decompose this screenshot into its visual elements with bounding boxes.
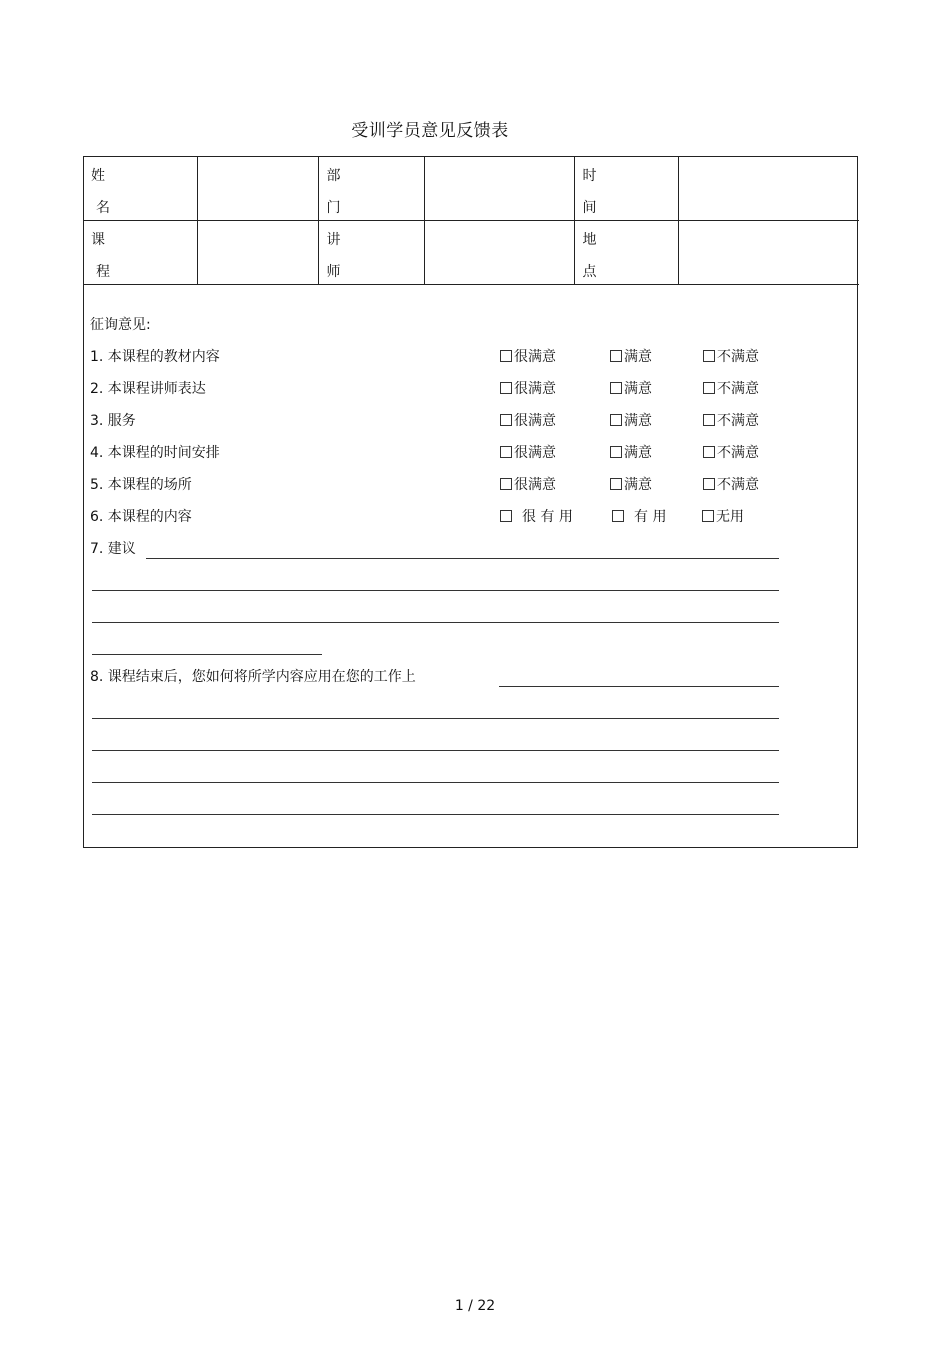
- question-8: 8. 课程结束后，您如何将所学内容应用在您的工作上: [90, 669, 416, 685]
- q6-option-useless[interactable]: 无用: [702, 507, 744, 527]
- label-course: 课 程: [84, 221, 197, 285]
- question-2: 2. 本课程讲师表达: [90, 381, 206, 397]
- suggestion-line-2[interactable]: [92, 590, 779, 591]
- application-line-3[interactable]: [92, 750, 779, 751]
- question-6: 6. 本课程的内容: [90, 509, 192, 525]
- application-line-1[interactable]: [499, 686, 779, 687]
- label-lecturer: 讲 师: [318, 221, 424, 285]
- checkbox-icon[interactable]: [610, 382, 622, 394]
- question-4: 4. 本课程的时间安排: [90, 445, 220, 461]
- checkbox-icon[interactable]: [610, 350, 622, 362]
- checkbox-icon[interactable]: [703, 382, 715, 394]
- q6-option-very-useful[interactable]: 很 有 用: [500, 507, 573, 527]
- field-course[interactable]: [197, 221, 318, 285]
- application-line-2[interactable]: [92, 718, 779, 719]
- label-department: 部 门: [318, 157, 424, 221]
- q3-option-very-satisfied[interactable]: 很满意: [500, 411, 556, 431]
- checkbox-icon[interactable]: [703, 350, 715, 362]
- checkbox-icon[interactable]: [612, 510, 624, 522]
- info-row-2: [84, 221, 859, 285]
- suggestion-line-4[interactable]: [92, 654, 322, 655]
- field-name[interactable]: [197, 157, 318, 221]
- field-department[interactable]: [424, 157, 574, 221]
- checkbox-icon[interactable]: [702, 510, 714, 522]
- checkbox-icon[interactable]: [500, 478, 512, 490]
- application-line-4[interactable]: [92, 782, 779, 783]
- checkbox-icon[interactable]: [500, 382, 512, 394]
- label-name: 姓 名: [84, 157, 197, 221]
- q2-option-very-satisfied[interactable]: 很满意: [500, 379, 556, 399]
- label-time: 时 间: [574, 157, 678, 221]
- checkbox-icon[interactable]: [500, 446, 512, 458]
- q1-option-unsatisfied[interactable]: 不满意: [703, 347, 759, 367]
- field-location[interactable]: [678, 221, 859, 285]
- application-line-5[interactable]: [92, 814, 779, 815]
- checkbox-icon[interactable]: [610, 478, 622, 490]
- checkbox-icon[interactable]: [500, 510, 512, 522]
- field-lecturer[interactable]: [424, 221, 574, 285]
- checkbox-icon[interactable]: [500, 350, 512, 362]
- checkbox-icon[interactable]: [610, 446, 622, 458]
- q3-option-unsatisfied[interactable]: 不满意: [703, 411, 759, 431]
- suggestion-line-3[interactable]: [92, 622, 779, 623]
- checkbox-icon[interactable]: [703, 478, 715, 490]
- q2-option-unsatisfied[interactable]: 不满意: [703, 379, 759, 399]
- info-row-1: [84, 157, 859, 221]
- q3-option-satisfied[interactable]: 满意: [610, 411, 652, 431]
- checkbox-icon[interactable]: [500, 414, 512, 426]
- checkbox-icon[interactable]: [703, 446, 715, 458]
- q4-option-unsatisfied[interactable]: 不满意: [703, 443, 759, 463]
- feedback-form: [83, 156, 858, 848]
- q2-option-satisfied[interactable]: 满意: [610, 379, 652, 399]
- q5-option-unsatisfied[interactable]: 不满意: [703, 475, 759, 495]
- form-title: 受训学员意见反馈表: [351, 121, 509, 141]
- question-1: 1. 本课程的教材内容: [90, 349, 220, 365]
- q5-option-satisfied[interactable]: 满意: [610, 475, 652, 495]
- checkbox-icon[interactable]: [610, 414, 622, 426]
- checkbox-icon[interactable]: [703, 414, 715, 426]
- q5-option-very-satisfied[interactable]: 很满意: [500, 475, 556, 495]
- q4-option-satisfied[interactable]: 满意: [610, 443, 652, 463]
- q4-option-very-satisfied[interactable]: 很满意: [500, 443, 556, 463]
- label-location: 地 点: [574, 221, 678, 285]
- q6-option-useful[interactable]: 有 用: [612, 507, 666, 527]
- field-time[interactable]: [678, 157, 859, 221]
- q1-option-satisfied[interactable]: 满意: [610, 347, 652, 367]
- question-3: 3. 服务: [90, 413, 136, 429]
- question-5: 5. 本课程的场所: [90, 477, 192, 493]
- survey-intro: 征询意见:: [90, 317, 151, 333]
- q1-option-very-satisfied[interactable]: 很满意: [500, 347, 556, 367]
- suggestion-line-1[interactable]: [146, 558, 779, 559]
- page-number: 1 / 22: [454, 1298, 496, 1314]
- question-7: 7. 建议: [90, 541, 136, 557]
- info-table: [84, 157, 859, 285]
